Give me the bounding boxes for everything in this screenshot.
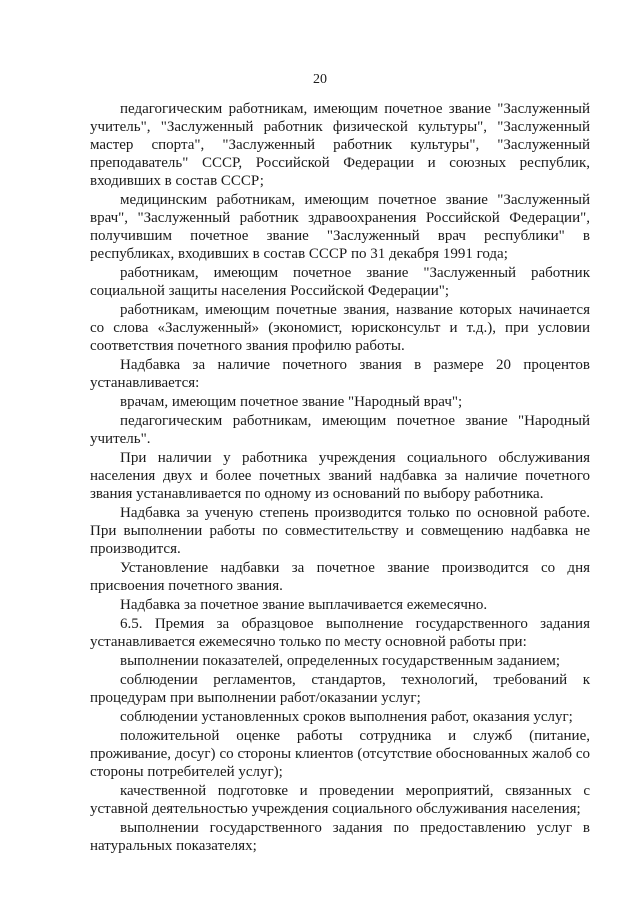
paragraph: положительной оценке работы сотрудника и служб (питание, проживание, досуг) со стороны клиентов (отсутствие обоснованных жалоб со стороны потребителей услуг);: [90, 728, 590, 780]
paragraph: При наличии у работника учреждения социального обслуживания населения двух и более почетных званий надбавка за наличие почетного звания устанавливается по одному из оснований по выбору работника.: [90, 450, 590, 502]
paragraph: педагогическим работникам, имеющим почетное звание "Заслуженный учитель", "Заслуженный работник физической культуры", "Заслуженный мастер спорта", "Заслуженный работник культуры", "Заслуженный преподаватель" СССР, Российской Федерации и союзных республик, входивших в состав СССР;: [90, 101, 590, 189]
paragraph: Установление надбавки за почетное звание производится со дня присвоения почетного звания.: [90, 560, 590, 594]
paragraph: медицинским работникам, имеющим почетное звание "Заслуженный врач", "Заслуженный работник здравоохранения Российской Федерации", получившим почетное звание "Заслуженный врач республики" в республиках, входивших в состав СССР по 31 декабря 1991 года;: [90, 192, 590, 262]
paragraph: 6.5. Премия за образцовое выполнение государственного задания устанавливается ежемесячно только по месту основной работы при:: [90, 616, 590, 650]
paragraph: Надбавка за почетное звание выплачивается ежемесячно.: [120, 597, 488, 613]
page-number: 20: [313, 72, 327, 87]
paragraph: качественной подготовке и проведении мероприятий, связанных с уставной деятельностью учреждения социального обслуживания населения;: [90, 783, 590, 817]
paragraph: Надбавка за ученую степень производится только по основной работе. При выполнении работы по совместительству и совмещению надбавка не производится.: [90, 505, 590, 557]
paragraph: работникам, имеющим почетное звание "Заслуженный работник социальной защиты населения Российской Федерации";: [90, 265, 590, 299]
paragraph: соблюдении установленных сроков выполнения работ, оказания услуг;: [120, 709, 573, 725]
paragraph: педагогическим работникам, имеющим почетное звание "Народный учитель".: [90, 413, 590, 447]
paragraph: Надбавка за наличие почетного звания в размере 20 процентов устанавливается:: [90, 357, 590, 391]
document-body: [90, 100, 590, 855]
paragraph: врачам, имеющим почетное звание "Народный врач";: [120, 394, 463, 410]
paragraph: работникам, имеющим почетные звания, название которых начинается со слова «Заслуженный» (экономист, юрисконсульт и т.д.), при условии соответствия почетного звания профилю работы.: [90, 302, 590, 354]
paragraph: выполнении показателей, определенных государственным заданием;: [120, 653, 561, 669]
paragraph: соблюдении регламентов, стандартов, технологий, требований к процедурам при выполнении работ/оказании услуг;: [90, 672, 590, 706]
paragraph: выполнении государственного задания по предоставлению услуг в натуральных показателях;: [90, 820, 590, 854]
